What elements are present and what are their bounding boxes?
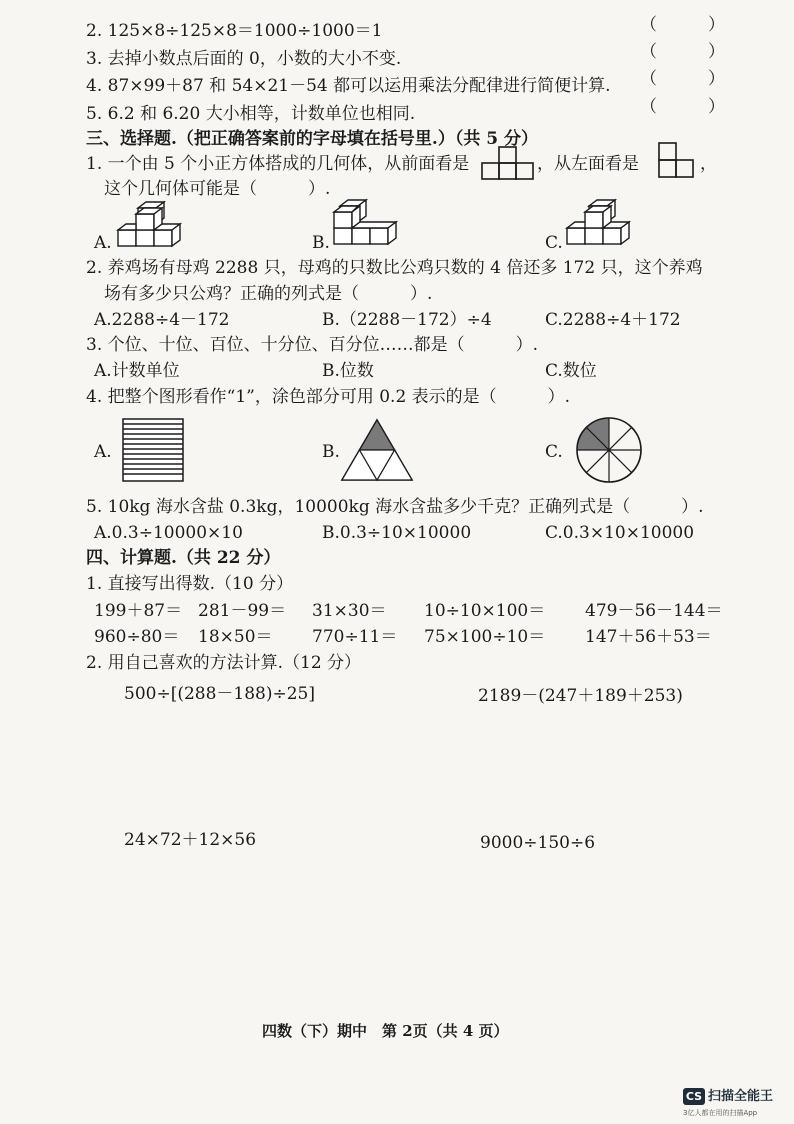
choice-q1-text-line2: 这个几何体可能是（ ）. — [104, 179, 331, 199]
expression-item[interactable]: 2189－(247＋189＋253) — [478, 686, 683, 706]
choice-q5-option-b[interactable]: B.0.3÷10×10000 — [322, 523, 472, 543]
choice-q1-option-b[interactable]: B. — [312, 233, 330, 253]
choice-q4-option-b[interactable]: B. — [322, 442, 340, 462]
mental-calc-item[interactable]: 479－56－144＝ — [585, 601, 723, 621]
calc-sub1-text: 1. 直接写出得数.（10 分） — [86, 574, 294, 594]
page-footer: 四数（下）期中 第 2页（共 4 页） — [262, 1022, 509, 1040]
section-heading-calc: 四、计算题.（共 22 分） — [86, 548, 281, 568]
choice-q2-text-line2: 场有多少只公鸡？正确的列式是（ ）. — [104, 284, 433, 304]
choice-q4-text: 4. 把整个图形看作“1”，涂色部分可用 0.2 表示的是（ ）. — [86, 387, 571, 407]
judgment-item-2: 2. 125×8÷125×8＝1000÷1000＝1 — [86, 21, 383, 41]
triangle-figure — [340, 418, 414, 482]
cube-figure-a — [112, 200, 184, 250]
choice-q3-option-b[interactable]: B.位数 — [322, 361, 374, 381]
choice-q1-option-a[interactable]: A. — [94, 233, 112, 253]
choice-q1-option-c[interactable]: C. — [545, 233, 563, 253]
pie-circle-figure — [575, 416, 643, 484]
left-view-figure — [658, 142, 696, 178]
mental-calc-item[interactable]: 18×50＝ — [198, 627, 273, 647]
scanner-watermark — [683, 1086, 791, 1120]
choice-q5-text: 5. 10kg 海水含盐 0.3kg，10000kg 海水含盐多少千克？正确列式是（ ）. — [86, 497, 704, 517]
answer-paren[interactable]: （ ） — [640, 15, 725, 35]
mental-calc-item[interactable]: 75×100÷10＝ — [424, 627, 546, 647]
mental-calc-item[interactable]: 960÷80＝ — [94, 627, 180, 647]
choice-q2-option-b[interactable]: B.（2288－172）÷4 — [322, 310, 492, 330]
mental-calc-item[interactable]: 199＋87＝ — [94, 601, 183, 621]
scanner-app-name: 扫描全能王 — [708, 1089, 774, 1104]
choice-q5-option-c[interactable]: C.0.3×10×10000 — [545, 523, 695, 543]
mental-calc-item[interactable]: 31×30＝ — [312, 601, 387, 621]
choice-q4-option-c[interactable]: C. — [545, 442, 563, 462]
mental-calc-item[interactable]: 770÷11＝ — [312, 627, 398, 647]
choice-q3-text: 3. 个位、十位、百位、十分位、百分位……都是（ ）. — [86, 335, 539, 355]
striped-rectangle-figure — [122, 418, 184, 482]
choice-q3-option-c[interactable]: C.数位 — [545, 361, 597, 381]
choice-q3-option-a[interactable]: A.计数单位 — [94, 361, 180, 381]
choice-q2-text-line1: 2. 养鸡场有母鸡 2288 只，母鸡的只数比公鸡只数的 4 倍还多 172 只，这个养鸡 — [86, 258, 703, 278]
choice-q4-option-a[interactable]: A. — [94, 442, 112, 462]
answer-paren[interactable]: （ ） — [640, 42, 725, 62]
cube-figure-c — [563, 198, 635, 250]
cube-figure-b — [330, 198, 404, 250]
expression-item[interactable]: 24×72＋12×56 — [124, 830, 257, 850]
mental-calc-item[interactable]: 10÷10×100＝ — [424, 601, 546, 621]
camscanner-logo-icon: CS — [683, 1088, 705, 1105]
answer-paren[interactable]: （ ） — [640, 69, 725, 89]
calc-sub2-text: 2. 用自己喜欢的方法计算.（12 分） — [86, 653, 362, 673]
choice-q1-text-c: ， — [700, 154, 717, 174]
section-heading-choice: 三、选择题.（把正确答案前的字母填在括号里.）（共 5 分） — [86, 129, 539, 149]
judgment-item-5: 5. 6.2 和 6.20 大小相等，计数单位也相同. — [86, 104, 416, 124]
front-view-figure — [481, 146, 535, 180]
judgment-item-4: 4. 87×99＋87 和 54×21－54 都可以运用乘法分配律进行简便计算. — [86, 76, 611, 96]
choice-q1-text-a: 1. 一个由 5 个小正方体搭成的几何体，从前面看是 — [86, 154, 470, 174]
expression-item[interactable]: 500÷[(288－188)÷25] — [124, 684, 315, 704]
choice-q2-option-a[interactable]: A.2288÷4－172 — [94, 310, 230, 330]
answer-paren[interactable]: （ ） — [640, 97, 725, 117]
choice-q1-text-b: ，从左面看是 — [537, 154, 639, 174]
choice-q2-option-c[interactable]: C.2288÷4＋172 — [545, 310, 681, 330]
judgment-item-3: 3. 去掉小数点后面的 0，小数的大小不变. — [86, 49, 402, 69]
mental-calc-item[interactable]: 281－99＝ — [198, 601, 287, 621]
scanner-tagline: 3亿人都在用的扫描App — [683, 1109, 758, 1117]
choice-q5-option-a[interactable]: A.0.3÷10000×10 — [94, 523, 243, 543]
mental-calc-item[interactable]: 147＋56＋53＝ — [585, 627, 712, 647]
expression-item[interactable]: 9000÷150÷6 — [480, 833, 596, 853]
